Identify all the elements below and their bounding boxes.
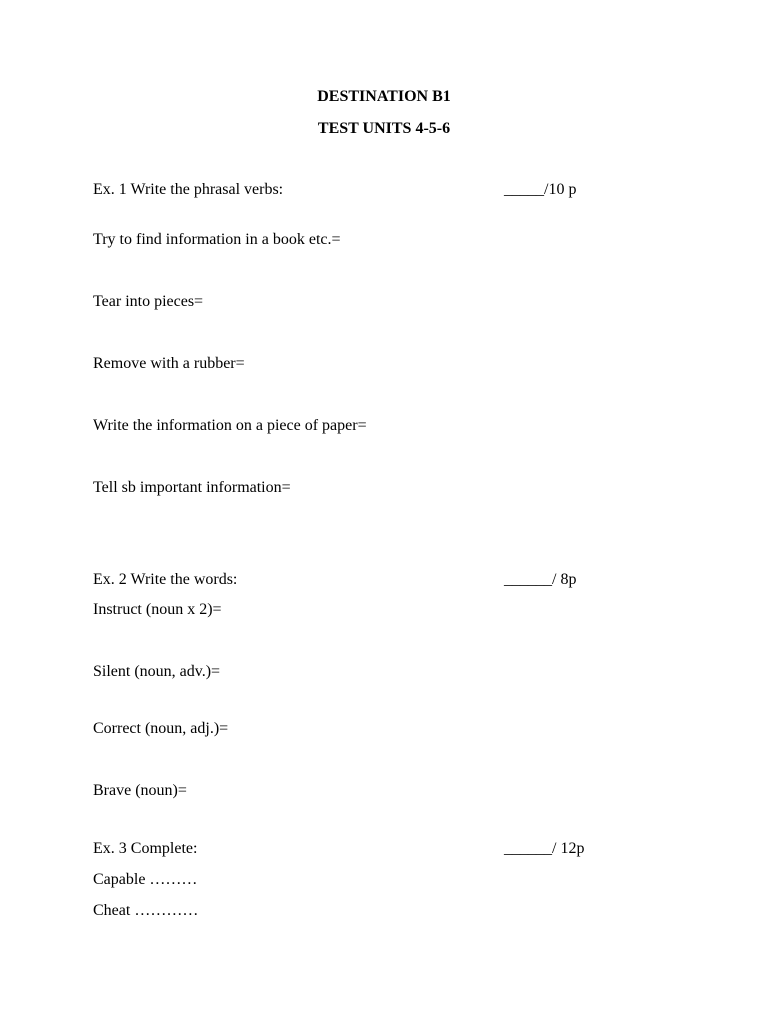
exercise-2-heading: Ex. 2 Write the words: (93, 571, 238, 588)
exercise-2-item: Silent (noun, adv.)= (93, 663, 221, 680)
document-subtitle: TEST UNITS 4-5-6 (317, 120, 451, 137)
exercise-2-score: ______/ 8p (504, 571, 577, 588)
exercise-1-item: Tell sb important information= (93, 479, 291, 496)
exercise-1-item: Tear into pieces= (93, 293, 204, 310)
exercise-2-item: Instruct (noun x 2)= (93, 601, 222, 618)
exercise-1-score: _____/10 p (504, 181, 577, 198)
exercise-1-item: Try to find information in a book etc.= (93, 231, 341, 248)
exercise-3-item: Capable ……… (93, 871, 198, 888)
exercise-1-heading: Ex. 1 Write the phrasal verbs: (93, 181, 284, 198)
exercise-3-score: ______/ 12p (504, 840, 585, 857)
exercise-1-item: Write the information on a piece of paper= (93, 417, 367, 434)
exercise-2-item: Brave (noun)= (93, 782, 187, 799)
exercise-3-heading: Ex. 3 Complete: (93, 840, 198, 857)
exercise-2-item: Correct (noun, adj.)= (93, 720, 229, 737)
exercise-3-item: Cheat ………… (93, 902, 199, 919)
exercise-1-item: Remove with a rubber= (93, 355, 245, 372)
document-title: DESTINATION B1 (317, 88, 451, 105)
